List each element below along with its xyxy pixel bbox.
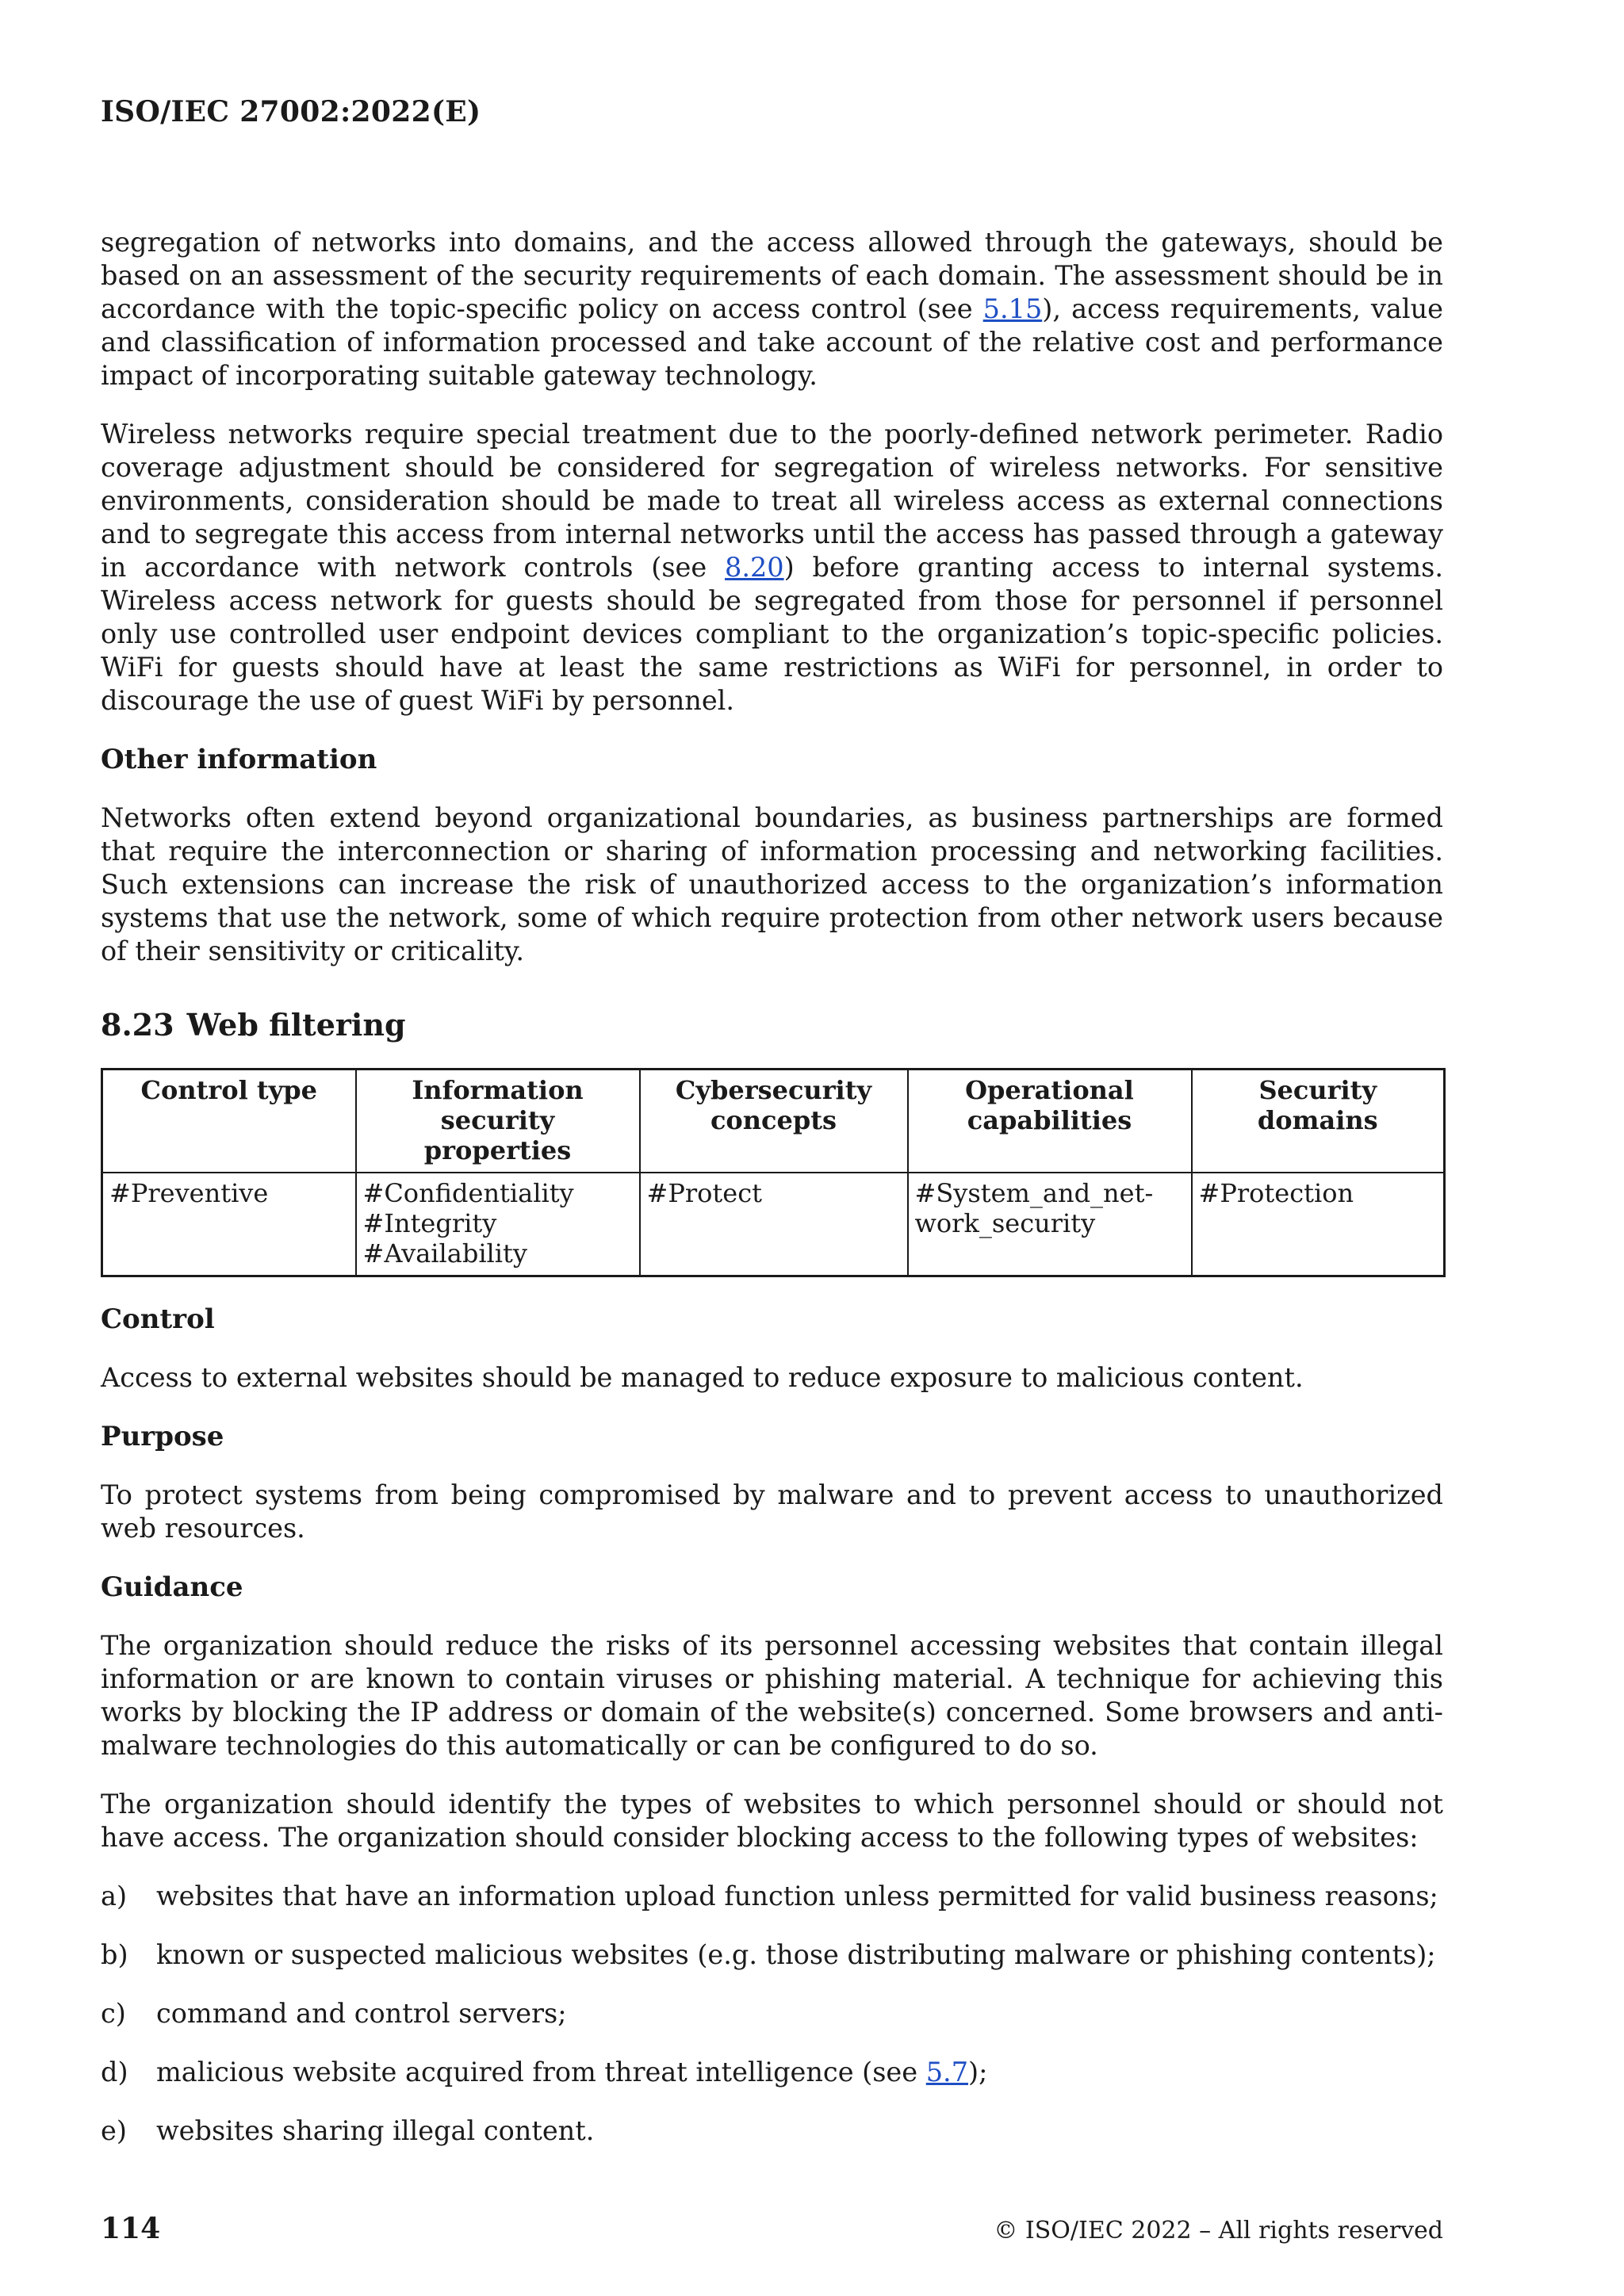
list-marker: a) — [101, 1881, 128, 1911]
table-header-cell: Control type — [102, 1070, 356, 1173]
body-paragraph: segregation of networks into domains, and the access allowed through the gateways, should be based on an assessment of the security requirements of each domain. The assessment should be in accordance with the topic-specific policy on access control (see 5.15), access requirements, value and classification of information processed and take account of the relative cost and performance impact of incorporating suitable gateway technology. — [101, 227, 1443, 391]
subheading-guidance: Guidance — [101, 1571, 243, 1603]
cross-reference-link[interactable]: 5.15 — [982, 293, 1043, 324]
table-cell: #Preventive — [102, 1173, 356, 1276]
website-types-list — [101, 1880, 1443, 2148]
body-paragraph: Wireless networks require special treatment due to the poorly-defined network perimeter. Radio coverage adjustment should be considered for segregation of wireless networks. For sensitive environments, consideration should be made to treat all wireless access as external connections and to segregate this access from internal networks until the access has passed through a gateway in accordance with network controls (see 8.20) before granting access to internal systems. Wireless access network for guests should be segregated from those for personnel if personnel only use controlled user endpoint devices compliant to the organization’s topic-specific policies. WiFi for guests should have at least the same restrictions as WiFi for personnel, in order to discourage the use of guest WiFi by personnel. — [101, 419, 1443, 716]
cross-reference-link[interactable]: 5.7 — [925, 2057, 969, 2087]
table-cell: #Confidentiality #Integrity #Availability — [356, 1173, 640, 1276]
list-marker: c) — [101, 1998, 126, 2029]
list-item: e) websites sharing illegal content. — [101, 2115, 595, 2146]
table-header-row — [102, 1070, 1445, 1173]
table-header-cell: Cybersecurity concepts — [640, 1070, 908, 1173]
list-marker: b) — [101, 1939, 128, 1970]
page-content — [101, 226, 1443, 2173]
body-paragraph: The organization should reduce the risks of its personnel accessing websites that contain illegal information or are known to contain viruses or phishing material. A technique for achieving this works by blocking the IP address or domain of the website(s) concerned. Some browsers and anti-malware technologies do this automatically or can be configured to do so. — [101, 1630, 1443, 1761]
control-attributes-table — [101, 1068, 1446, 1277]
document-header-id: ISO/IEC 27002:2022(E) — [101, 95, 481, 128]
body-paragraph: Access to external websites should be managed to reduce exposure to malicious content. — [101, 1362, 1304, 1393]
clause-number: 8.23 — [101, 1007, 174, 1043]
subheading-control: Control — [101, 1303, 215, 1335]
subheading-purpose: Purpose — [101, 1421, 224, 1452]
list-marker: d) — [101, 2057, 128, 2087]
body-paragraph: Networks often extend beyond organizational boundaries, as business partnerships are formed that require the interconnection or sharing of information processing and networking facilities. Such extensions can increase the risk of unauthorized access to the organization’s information systems that use the network, some of which require protection from other network users because of their sensitivity or criticality. — [101, 802, 1443, 966]
table-header-cell: Security domains — [1192, 1070, 1445, 1173]
list-item: b) known or suspected malicious websites (e.g. those distributing malware or phishing contents); — [101, 1939, 1436, 1970]
body-paragraph: To protect systems from being compromised by malware and to prevent access to unauthorized web resources. — [101, 1479, 1443, 1544]
list-item: a) websites that have an information upload function unless permitted for valid business reasons; — [101, 1881, 1438, 1911]
table-cell: #Protect — [640, 1173, 908, 1276]
table-header-cell: Information security properties — [356, 1070, 640, 1173]
table-cell: #System_and_net- work_security — [908, 1173, 1192, 1276]
list-marker: e) — [101, 2115, 127, 2146]
page-number: 114 — [101, 2212, 161, 2245]
copyright-notice: © ISO/IEC 2022 – All rights reserved — [994, 2217, 1443, 2244]
table-cell: #Protection — [1192, 1173, 1445, 1276]
list-item: c) command and control servers; — [101, 1998, 567, 2029]
list-item: d) malicious website acquired from threat intelligence (see 5.7); — [101, 2057, 988, 2087]
table-header-cell: Operational capabilities — [908, 1070, 1192, 1173]
clause-heading — [101, 1008, 1443, 1043]
body-paragraph: The organization should identify the types of websites to which personnel should or should not have access. The organization should consider blocking access to the following types of websites: — [101, 1789, 1443, 1853]
cross-reference-link[interactable]: 8.20 — [725, 552, 784, 583]
table-row — [102, 1173, 1445, 1276]
subheading-other-information: Other information — [101, 744, 377, 775]
clause-title: Web filtering — [186, 1007, 406, 1043]
